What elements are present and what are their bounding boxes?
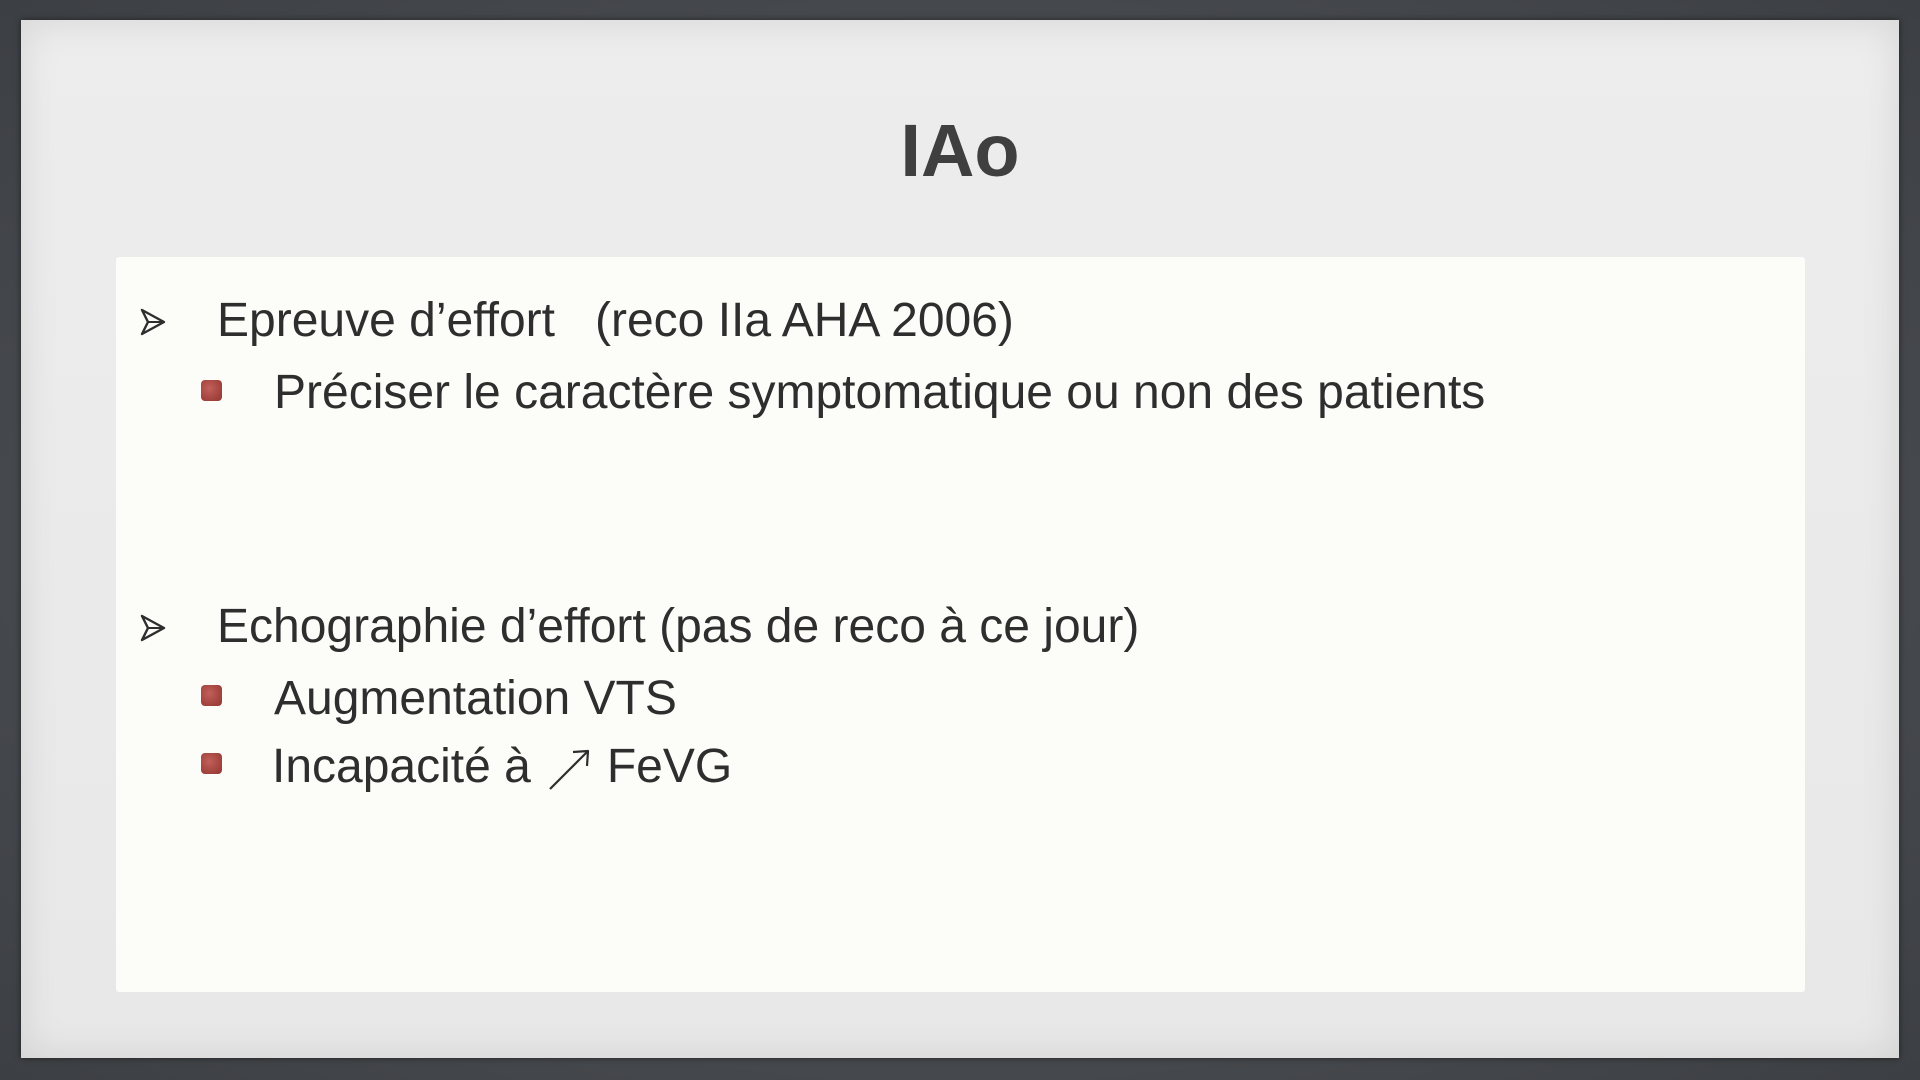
square-bullet-icon [201, 380, 222, 401]
arrowhead-bullet-icon [140, 613, 166, 643]
slide-title: IAo [900, 109, 1020, 192]
bullet-2-subitem-2 [272, 739, 732, 794]
subitem-text-after: FeVG [606, 740, 733, 793]
north-east-arrow-icon [547, 746, 593, 792]
square-bullet-icon [201, 753, 222, 774]
subitem-text-before: Incapacité à [272, 740, 531, 793]
bullet-1-text: Epreuve d’effort [217, 294, 555, 347]
bullet-2-text: Echographie d’effort (pas de reco à ce jour) [217, 600, 1140, 653]
bullet-2-subitem-1: Augmentation VTS [274, 672, 677, 725]
content-box [116, 257, 1805, 992]
square-bullet-icon [201, 685, 222, 706]
slide [21, 20, 1899, 1058]
bullet-1-subitem-1: Préciser le caractère symptomatique ou non des patients [274, 366, 1486, 419]
bullet-1 [217, 293, 1014, 348]
bullet-1-note: (reco IIa AHA 2006) [595, 294, 1014, 347]
arrowhead-bullet-icon [140, 307, 166, 337]
